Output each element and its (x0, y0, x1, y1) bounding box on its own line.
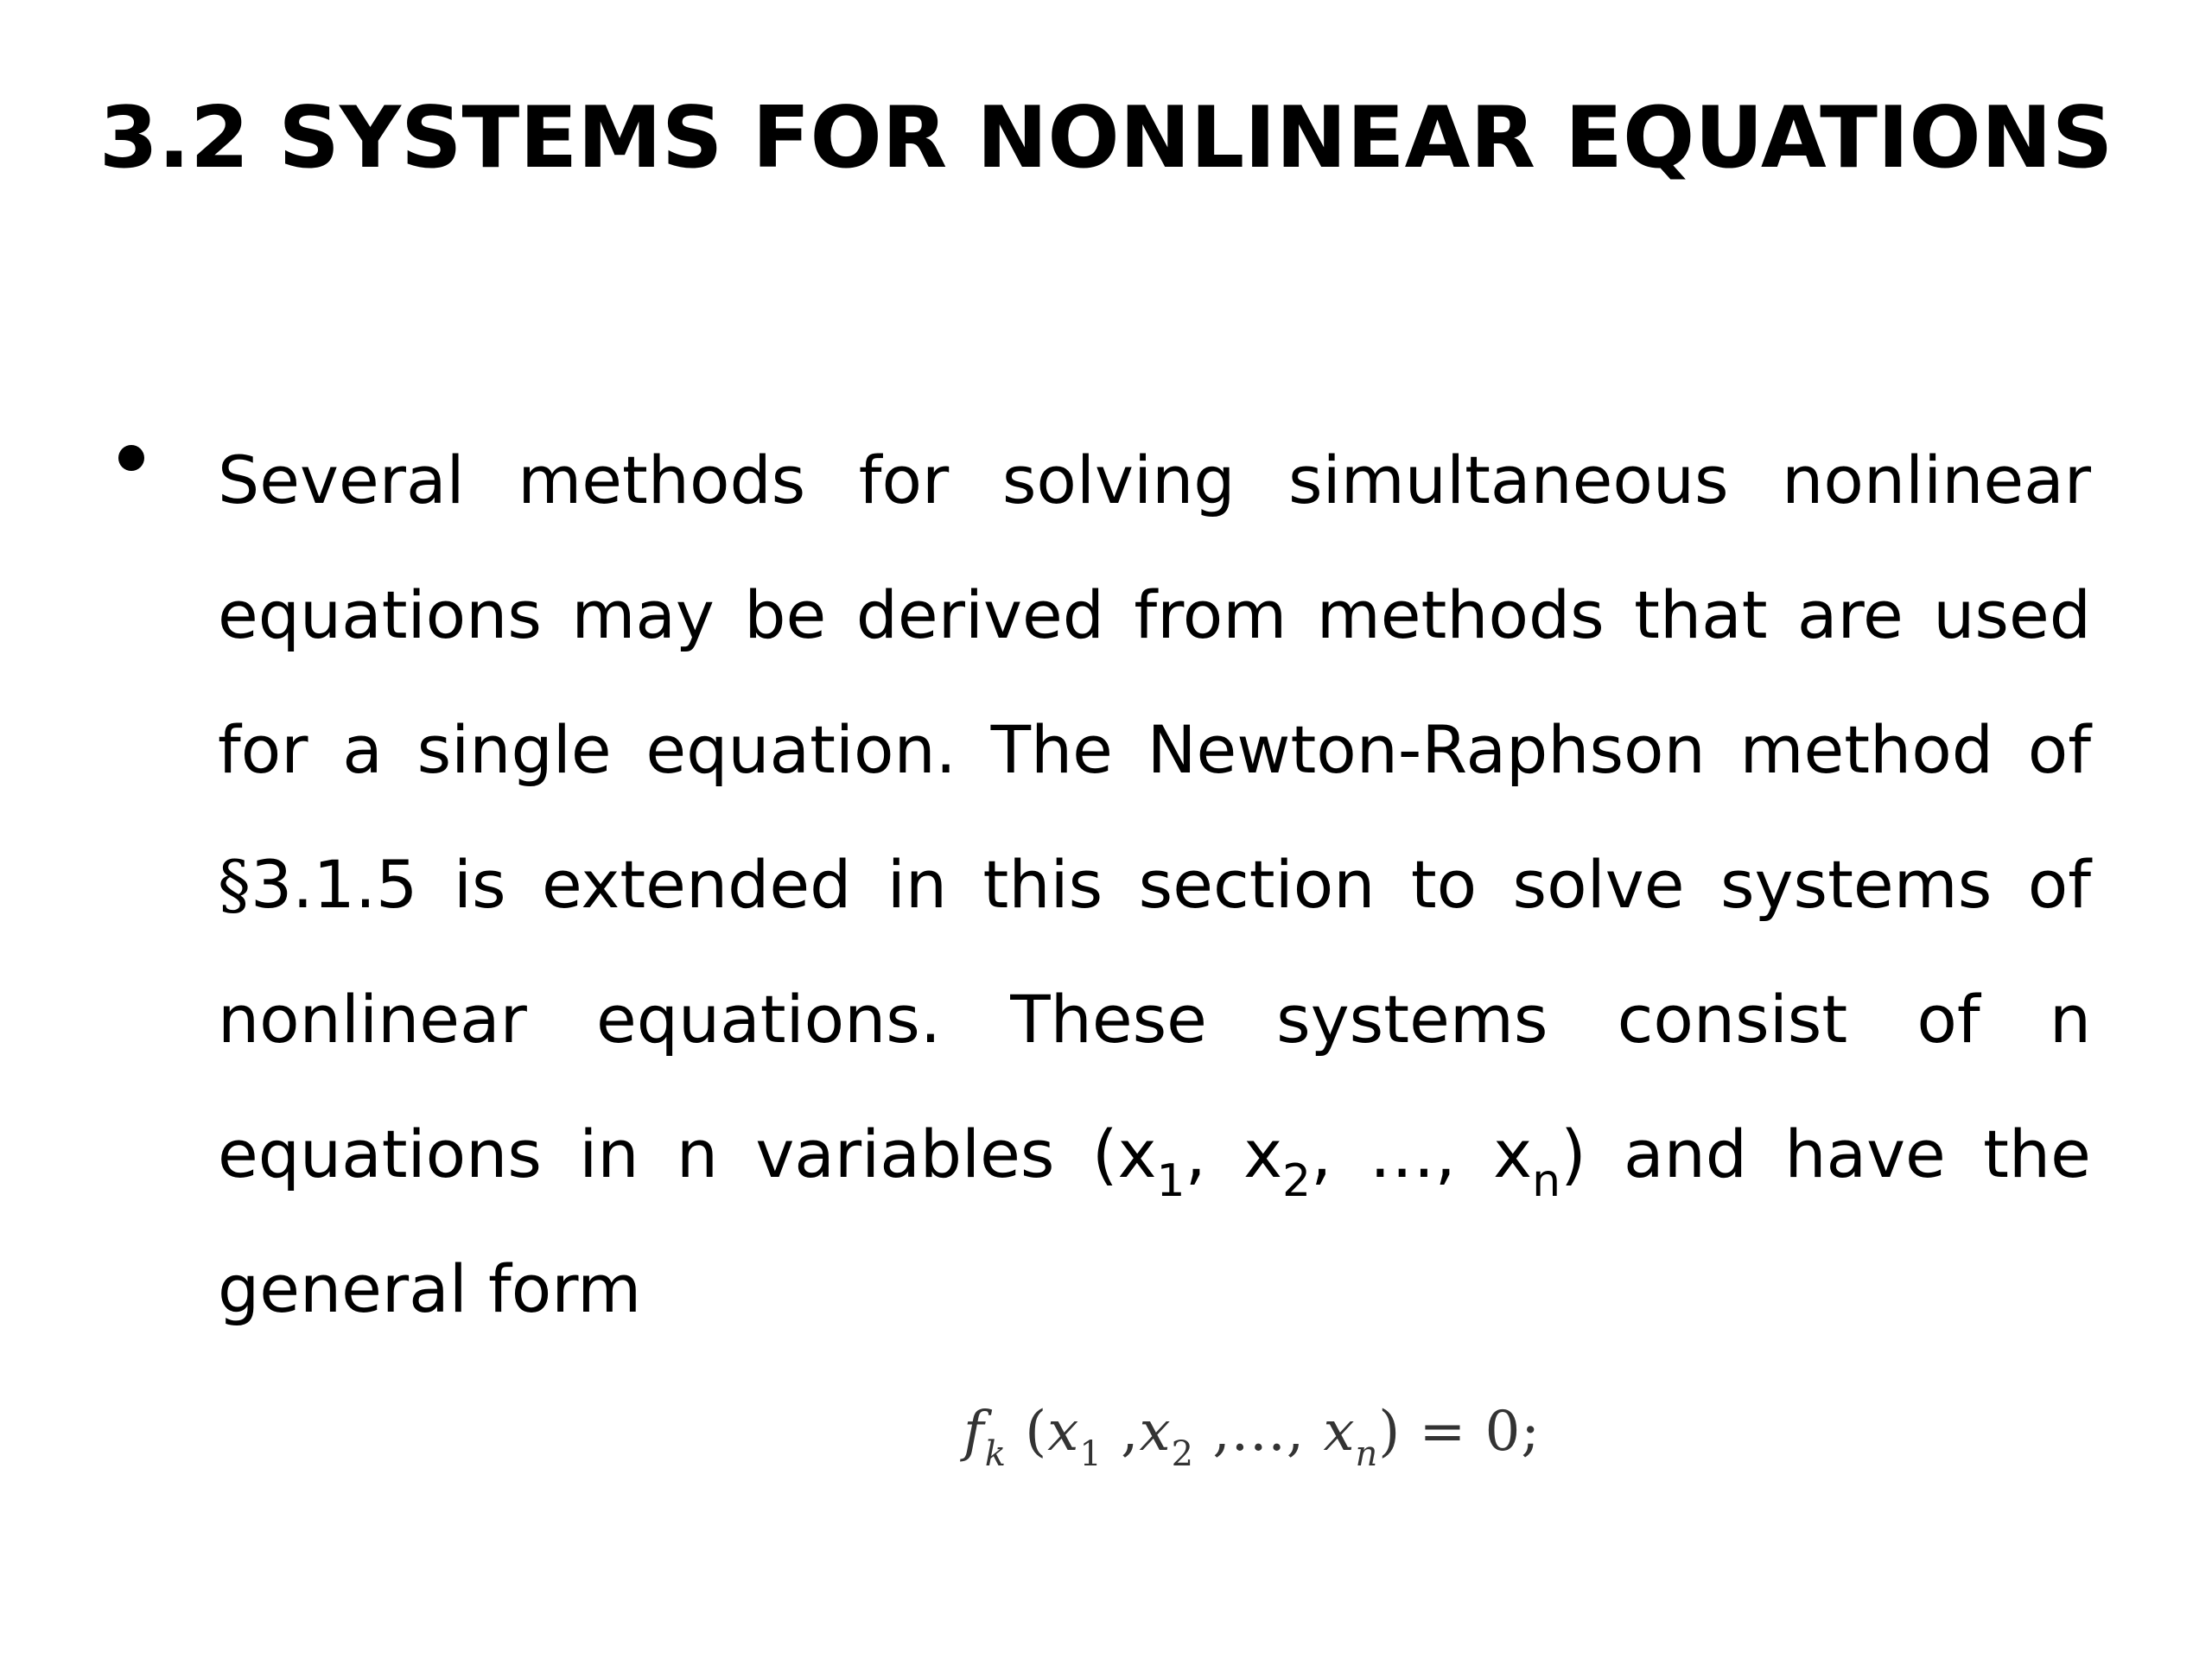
word: for (218, 711, 308, 788)
word: equations. (595, 981, 942, 1058)
variable-x1 (1092, 1087, 1206, 1230)
variable-name: x (1493, 1116, 1533, 1192)
word: to (1410, 846, 1478, 923)
section-reference (218, 817, 417, 952)
eq-rhs: ) = 0; (1378, 1400, 1541, 1464)
general-form-equation (963, 1400, 1541, 1474)
word: Several (218, 442, 465, 518)
eq-open-paren: ( (1006, 1400, 1048, 1464)
word: The (990, 711, 1113, 788)
variable-name: (x (1091, 1116, 1157, 1192)
paragraph-line (218, 817, 2091, 952)
word: variables (755, 1116, 1055, 1192)
word: of (1916, 981, 1980, 1058)
subscript: 2 (1282, 1155, 1312, 1207)
word: solve (1512, 846, 1685, 923)
eq-subscript: 2 (1171, 1434, 1195, 1474)
word: used (1933, 576, 2091, 653)
slide-title: 3.2 SYSTEMS FOR NONLINEAR EQUATIONS (99, 89, 2113, 188)
word: a (342, 711, 383, 788)
section-sign: § (218, 846, 251, 923)
word: have (1784, 1116, 1946, 1192)
word: in (579, 1116, 639, 1192)
eq-variable: x (1047, 1400, 1080, 1464)
word: n (2049, 981, 2091, 1058)
paragraph-line (218, 1087, 2091, 1222)
word: methods (1316, 576, 1605, 653)
word: derived (855, 576, 1105, 653)
paragraph-line (218, 683, 2091, 817)
paragraph-line (218, 1222, 2091, 1357)
comma: , (1185, 1116, 1206, 1192)
word: of (2027, 711, 2091, 788)
eq-subscript: n (1355, 1434, 1379, 1474)
word: and (1624, 1116, 1748, 1192)
word: be (744, 576, 827, 653)
eq-ellipsis: ,..., (1194, 1400, 1324, 1464)
bullet-dot (118, 445, 144, 471)
word: for (858, 442, 950, 518)
word: solving (1001, 442, 1236, 518)
variable-xn (1493, 1087, 1586, 1230)
eq-variable: x (1323, 1400, 1356, 1464)
word: are (1796, 576, 1904, 653)
paragraph-line (218, 952, 2091, 1087)
word: 3.1.5 (251, 846, 418, 923)
word: simultaneous (1288, 442, 1729, 518)
word: These (1010, 981, 1207, 1058)
word: section (1138, 846, 1376, 923)
word: in (887, 846, 948, 923)
word: methods (518, 442, 806, 518)
paren: ) (1560, 1116, 1586, 1192)
word: nonlinear (1782, 442, 2091, 518)
eq-subscript-k: k (984, 1434, 1007, 1474)
eq-comma: , (1102, 1400, 1140, 1464)
eq-function-symbol: f (963, 1400, 985, 1464)
bullet-paragraph (218, 413, 2091, 1357)
word: nonlinear (218, 981, 527, 1058)
word: of (2027, 846, 2091, 923)
variable-x2 (1243, 1087, 1332, 1230)
paragraph-line (218, 413, 2091, 548)
comma: , (1311, 1116, 1332, 1192)
word: equations (218, 1116, 542, 1192)
word: is (453, 846, 506, 923)
word: single (416, 711, 612, 788)
word: Newton-Raphson (1147, 711, 1706, 788)
word: equations (218, 576, 542, 653)
variable-name: x (1243, 1116, 1283, 1192)
word: n (676, 1116, 719, 1192)
word: from (1134, 576, 1287, 653)
subscript: 1 (1156, 1155, 1185, 1207)
word: method (1739, 711, 1993, 788)
eq-subscript: 1 (1079, 1434, 1103, 1474)
word: may (571, 576, 715, 653)
word: systems (1276, 981, 1548, 1058)
word: equation. (645, 711, 957, 788)
word: this (982, 846, 1103, 923)
eq-variable: x (1139, 1400, 1172, 1464)
word: extended (541, 846, 852, 923)
paragraph-line (218, 548, 2091, 683)
word: that (1634, 576, 1768, 653)
word: systems (1719, 846, 1993, 923)
word: general form (218, 1250, 642, 1327)
ellipsis: …, (1369, 1116, 1456, 1192)
subscript: n (1532, 1155, 1561, 1207)
word: consist (1617, 981, 1848, 1058)
word: the (1983, 1116, 2091, 1192)
